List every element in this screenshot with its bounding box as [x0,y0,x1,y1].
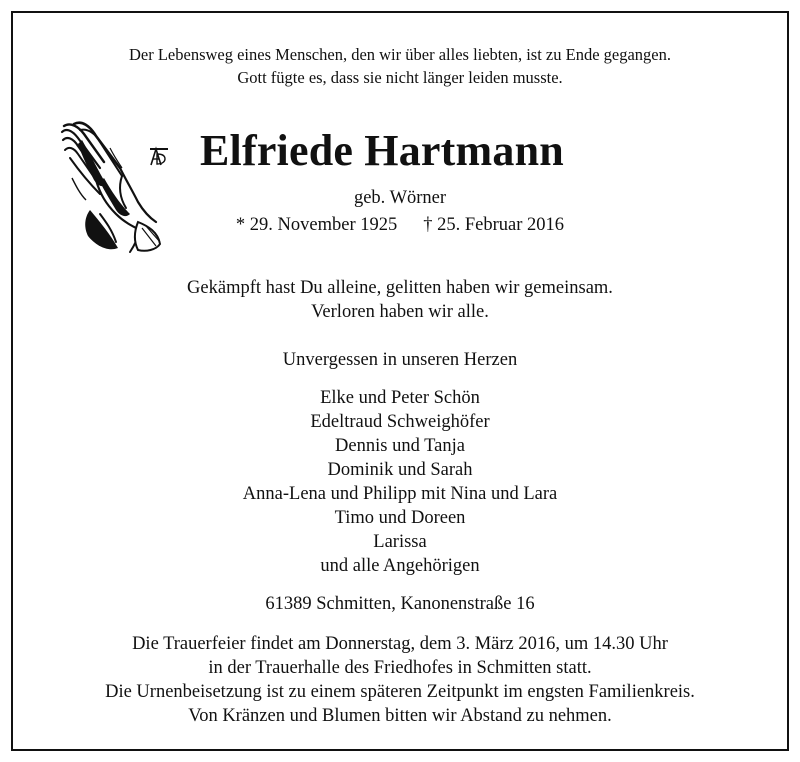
life-dates [0,213,800,237]
funeral-line-1: Die Trauerfeier findet am Donnerstag, dem 3. März 2016, um 14.30 Uhr [132,634,668,654]
maiden-name: geb. Wörner [353,188,447,208]
remembrance-line: Unvergessen in unseren Herzen [282,350,518,370]
mourner-name: Edeltraud Schweighöfer [310,412,490,432]
mourner-name: Anna-Lena und Philipp mit Nina und Lara [242,484,558,504]
verse-line-1: Gekämpft hast Du alleine, gelitten haben wir gemeinsam. [187,278,613,298]
mourner-name: Larissa [373,532,427,552]
mourner-name: Elke und Peter Schön [320,388,480,408]
death-date: † 25. Februar 2016 [423,215,565,235]
address: 61389 Schmitten, Kanonenstraße 16 [265,594,535,614]
durer-monogram-icon [148,146,170,166]
funeral-line-2: in der Trauerhalle des Friedhofes in Schmitten statt. [208,658,592,678]
intro-line-1: Der Lebensweg eines Menschen, den wir über alles liebten, ist zu Ende gegangen. [128,45,672,64]
mourner-name: Timo und Doreen [334,508,466,528]
intro-line-2: Gott fügte es, dass sie nicht länger leiden musste. [237,68,563,87]
mourner-name: und alle Angehörigen [320,556,480,576]
birth-date: * 29. November 1925 [235,215,398,235]
mourner-name: Dominik und Sarah [327,460,473,480]
funeral-line-4: Von Kränzen und Blumen bitten wir Abstand zu nehmen. [188,706,612,726]
mourner-name: Dennis und Tanja [335,436,465,456]
verse-line-2: Verloren haben wir alle. [311,302,489,322]
funeral-line-3: Die Urnenbeisetzung ist zu einem späteren Zeitpunkt im engsten Familienkreis. [105,682,695,702]
deceased-name: Elfriede Hartmann [200,126,564,175]
